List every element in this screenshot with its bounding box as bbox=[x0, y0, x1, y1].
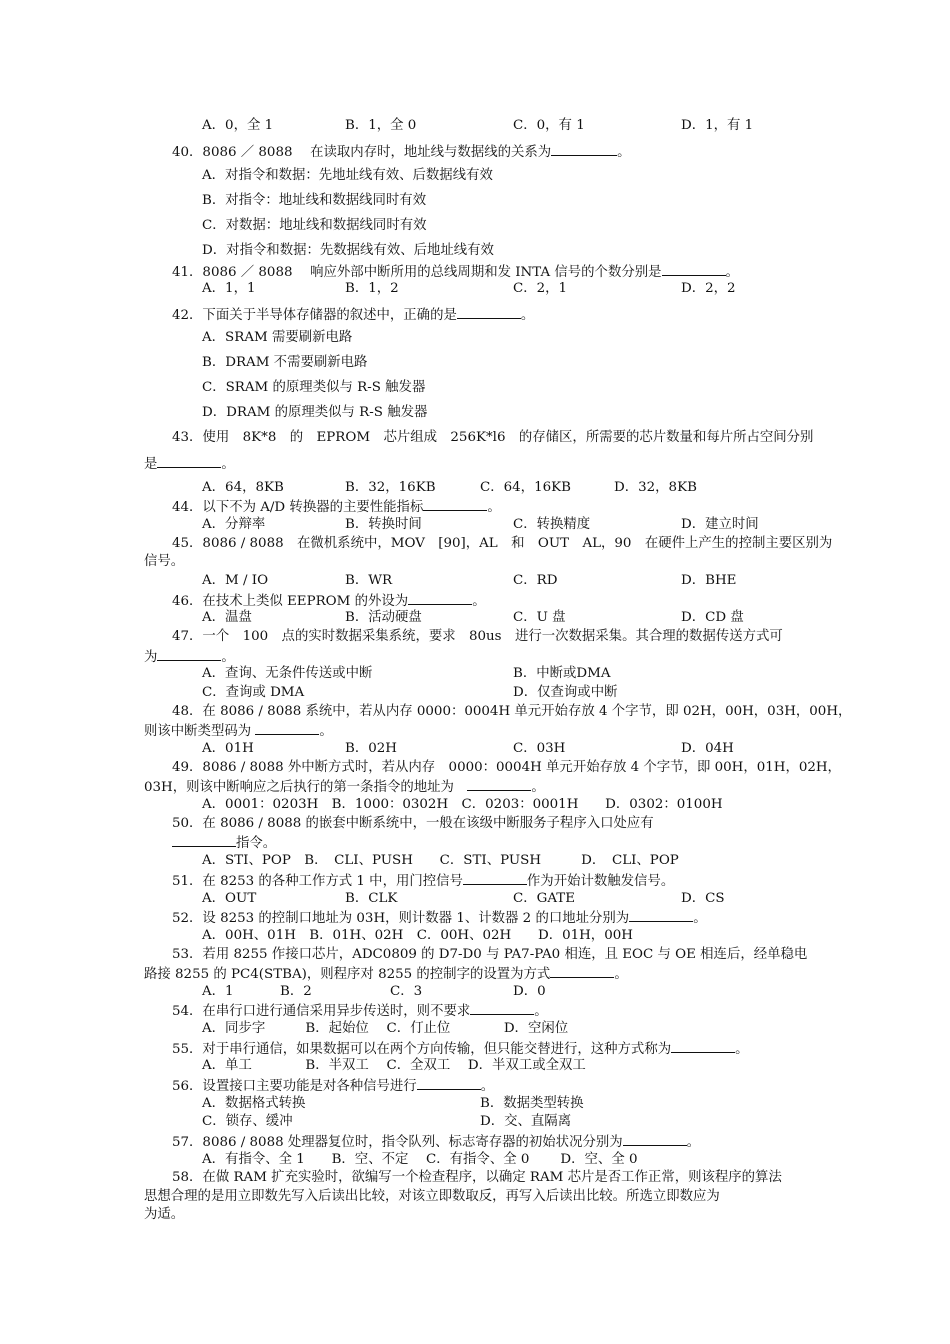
text-line bbox=[172, 872, 674, 890]
text-segment: C．U 盘 bbox=[513, 610, 566, 625]
text-segment: 思想合理的是用立即数先写入后读出比较，对该立即数取反，再写入后读出比较。所选立即数应为 bbox=[144, 1189, 720, 1204]
text-segment: C．3 bbox=[390, 984, 423, 999]
text-line bbox=[345, 891, 397, 907]
text-segment: 54．在串行口进行通信采用异步传送时，则不要求 bbox=[172, 1004, 471, 1019]
text-segment: C．03H bbox=[513, 741, 566, 756]
text-line bbox=[280, 984, 312, 1000]
text-segment: C．0，有 1 bbox=[513, 118, 585, 133]
text-line bbox=[144, 1207, 184, 1223]
answer-blank bbox=[551, 143, 617, 156]
text-line bbox=[172, 1002, 548, 1020]
text-line bbox=[172, 909, 707, 927]
text-line bbox=[172, 430, 813, 446]
text-segment: A．同步字 B．起始位 C．仃止位 D．空闲位 bbox=[202, 1021, 569, 1036]
text-line bbox=[390, 984, 422, 1000]
text-line bbox=[202, 355, 367, 371]
text-segment: 指令。 bbox=[236, 836, 277, 851]
text-segment: A．0，全 1 bbox=[202, 118, 274, 133]
text-line bbox=[513, 741, 565, 757]
text-line bbox=[681, 741, 734, 757]
text-line bbox=[172, 816, 654, 832]
text-line bbox=[513, 610, 566, 626]
text-segment: 则该中断类型码为 bbox=[144, 724, 256, 739]
text-line bbox=[202, 610, 252, 626]
text-segment: C．2，1 bbox=[513, 281, 568, 296]
text-line bbox=[202, 1152, 638, 1168]
text-segment: A．M / IO bbox=[202, 573, 269, 588]
answer-blank bbox=[662, 263, 726, 276]
answer-blank bbox=[417, 1077, 481, 1090]
text-line bbox=[681, 517, 759, 533]
text-line bbox=[513, 281, 567, 297]
text-segment: 路接 8255 的 PC4(STBA)，则程序对 8255 的控制字的设置为方式 bbox=[144, 967, 551, 982]
answer-blank bbox=[423, 498, 487, 511]
text-segment: A．1 bbox=[202, 984, 234, 999]
text-segment: 40．8086 ／ 8088 在读取内存时，地址线与数据线的关系为 bbox=[172, 145, 552, 160]
text-line bbox=[202, 891, 256, 907]
text-line bbox=[172, 1040, 749, 1058]
answer-blank bbox=[457, 306, 521, 319]
text-segment: C．64，16KB bbox=[480, 480, 571, 495]
text-segment: 53．若用 8255 作接口芯片，ADC0809 的 D7-D0 与 PA7-PA0 相连，且 EOC 与 OE 相连后，经单稳电 bbox=[172, 947, 808, 962]
text-line bbox=[144, 1189, 720, 1205]
text-segment: D．交、直隔离 bbox=[480, 1114, 572, 1129]
text-segment: 。 bbox=[480, 1079, 495, 1094]
text-segment: 。 bbox=[686, 1135, 701, 1150]
text-segment: A．查询、无条件传送或中断 bbox=[202, 666, 373, 681]
text-segment: 58．在做 RAM 扩充实验时，欲编写一个检查程序，以确定 RAM 芯片是否工作正常，则该程序的算法 bbox=[172, 1170, 782, 1185]
text-line bbox=[202, 517, 265, 533]
text-segment: B．CLK bbox=[345, 891, 398, 906]
text-segment: C．查询或 DMA bbox=[202, 685, 305, 700]
text-line bbox=[172, 1133, 700, 1151]
answer-blank bbox=[623, 1133, 687, 1146]
text-segment: 是 bbox=[144, 457, 158, 472]
text-line bbox=[202, 666, 372, 682]
text-line bbox=[614, 480, 697, 496]
text-segment: 50．在 8086 / 8088 的嵌套中断系统中，一般在该级中断服务子程序入口处应有 bbox=[172, 816, 654, 831]
text-segment: B．1，2 bbox=[345, 281, 399, 296]
text-segment: 。 bbox=[472, 594, 486, 609]
text-segment: 。 bbox=[735, 1042, 749, 1057]
text-segment: 56．设置接口主要功能是对各种信号进行 bbox=[172, 1079, 417, 1094]
text-line bbox=[480, 1096, 584, 1112]
text-segment: B．2 bbox=[280, 984, 312, 999]
text-segment: B．中断或DMA bbox=[513, 666, 611, 681]
text-line bbox=[513, 118, 585, 134]
text-segment: A．00H、01H B．01H、02H C．00H、02H D．01H，00H bbox=[202, 928, 633, 943]
text-line bbox=[202, 243, 494, 259]
text-segment: A．OUT bbox=[202, 891, 257, 906]
text-segment: D．32，8KB bbox=[614, 480, 697, 495]
text-segment: B．DRAM 不需要刷新电路 bbox=[202, 355, 368, 370]
text-segment: 作为开始计数触发信号。 bbox=[526, 874, 675, 889]
text-line bbox=[345, 610, 422, 626]
text-line bbox=[480, 1114, 571, 1130]
text-segment: B．转换时间 bbox=[345, 517, 422, 532]
answer-blank bbox=[629, 909, 693, 922]
text-segment: 。 bbox=[617, 145, 631, 160]
text-line bbox=[144, 778, 545, 796]
text-segment: A．1，1 bbox=[202, 281, 256, 296]
text-line bbox=[202, 853, 679, 869]
text-line bbox=[202, 281, 256, 297]
text-segment: A．STI、POP B． CLI、PUSH C．STI、PUSH D． CLI、POP bbox=[202, 853, 679, 868]
text-line bbox=[172, 629, 783, 645]
text-segment: 49．8086 / 8088 外中断方式时，若从内存 0000：0004H 单元开始存放 4 个字节，即 00H，01H，02H， bbox=[172, 760, 841, 775]
text-line bbox=[345, 480, 436, 496]
text-segment: D．1，有 1 bbox=[681, 118, 754, 133]
text-segment: C．SRAM 的原理类似与 R-S 触发器 bbox=[202, 380, 426, 395]
text-line bbox=[513, 517, 590, 533]
text-segment: 。 bbox=[520, 308, 535, 323]
text-line bbox=[681, 891, 725, 907]
text-line bbox=[513, 685, 617, 701]
text-segment: C．锁存、缓冲 bbox=[202, 1114, 293, 1129]
text-segment: A．温盘 bbox=[202, 610, 252, 625]
text-segment: 46．在技术上类似 EEPROM 的外设为 bbox=[172, 594, 409, 609]
text-line bbox=[345, 281, 399, 297]
text-line bbox=[345, 741, 397, 757]
text-segment: A．分辩率 bbox=[202, 517, 266, 532]
text-segment: A．SRAM 需要刷新电路 bbox=[202, 330, 353, 345]
text-line bbox=[681, 573, 736, 589]
text-segment: A．数据格式转换 bbox=[202, 1096, 306, 1111]
text-line bbox=[172, 143, 631, 161]
text-segment: C．对数据：地址线和数据线同时有效 bbox=[202, 218, 427, 233]
text-line bbox=[202, 741, 254, 757]
text-segment: D．建立时间 bbox=[681, 517, 759, 532]
text-segment: C．RD bbox=[513, 573, 558, 588]
text-segment: 57．8086 / 8088 处理器复位时，指令队列、标志寄存器的初始状况分别为 bbox=[172, 1135, 623, 1150]
text-line bbox=[202, 193, 426, 209]
answer-blank bbox=[467, 778, 531, 791]
text-segment: B．02H bbox=[345, 741, 397, 756]
text-segment: 55．对于串行通信，如果数据可以在两个方向传输，但只能交替进行，这种方式称为 bbox=[172, 1042, 672, 1057]
text-segment: 。 bbox=[614, 967, 628, 982]
text-segment: D．DRAM 的原理类似与 R-S 触发器 bbox=[202, 405, 428, 420]
answer-blank bbox=[671, 1040, 735, 1053]
answer-blank bbox=[470, 1002, 534, 1015]
text-segment: D．04H bbox=[681, 741, 734, 756]
text-line bbox=[513, 984, 546, 1000]
text-line bbox=[345, 118, 416, 134]
text-segment: 为 bbox=[144, 650, 158, 665]
text-segment: B．1，全 0 bbox=[345, 118, 417, 133]
text-line bbox=[172, 306, 534, 324]
text-segment: 。 bbox=[693, 911, 707, 926]
text-segment: D．CD 盘 bbox=[681, 610, 744, 625]
text-line bbox=[172, 947, 807, 963]
text-segment: 52．设 8253 的控制口地址为 03H，则计数器 1、计数器 2 的口地址分别为 bbox=[172, 911, 630, 926]
text-segment: D．2，2 bbox=[681, 281, 736, 296]
text-line bbox=[172, 704, 851, 720]
text-line bbox=[681, 118, 753, 134]
text-line bbox=[202, 984, 234, 1000]
text-line bbox=[202, 405, 427, 421]
text-segment: 41．8086 ／ 8088 响应外部中断所用的总线周期和发 INTA 信号的个数分别是 bbox=[172, 265, 662, 280]
text-line bbox=[480, 480, 571, 496]
text-line bbox=[202, 1096, 305, 1112]
answer-blank bbox=[157, 648, 221, 661]
text-line bbox=[202, 118, 273, 134]
text-line bbox=[202, 797, 723, 813]
text-segment: 。 bbox=[725, 265, 739, 280]
text-segment: 03H，则该中断响应之后执行的第一条指令的地址为 bbox=[144, 780, 468, 795]
text-segment: D．BHE bbox=[681, 573, 737, 588]
text-segment: 44．以下不为 A/D 转换器的主要性能指标 bbox=[172, 500, 424, 515]
text-line bbox=[172, 834, 276, 852]
text-segment: C．转换精度 bbox=[513, 517, 591, 532]
text-segment: 。 bbox=[534, 1004, 548, 1019]
text-segment: 48．在 8086 / 8088 系统中，若从内存 0000：0004H 单元开始存放 4 个字节，即 02H，00H，03H，00H， bbox=[172, 704, 852, 719]
text-segment: D．CS bbox=[681, 891, 725, 906]
answer-blank bbox=[408, 592, 472, 605]
text-segment: 为适。 bbox=[144, 1207, 185, 1222]
text-line bbox=[144, 648, 235, 666]
text-line bbox=[202, 1021, 568, 1037]
text-segment: A．0001：0203H B．1000：0302H C．0203：0001H D．0302：0100H bbox=[202, 797, 723, 812]
text-line bbox=[202, 1114, 293, 1130]
text-segment: 。 bbox=[487, 500, 501, 515]
text-segment: D．仅查询或中断 bbox=[513, 685, 618, 700]
text-line bbox=[202, 573, 268, 589]
text-line bbox=[172, 760, 841, 776]
text-line bbox=[172, 1170, 782, 1186]
text-segment: B．活动硬盘 bbox=[345, 610, 422, 625]
text-line bbox=[513, 891, 575, 907]
text-segment: A．有指令、全 1 B．空、不定 C．有指令、全 0 D．空、全 0 bbox=[202, 1152, 638, 1167]
text-line bbox=[202, 218, 427, 234]
text-line bbox=[202, 685, 304, 701]
text-segment: B．32，16KB bbox=[345, 480, 436, 495]
text-segment: C．GATE bbox=[513, 891, 575, 906]
text-line bbox=[144, 554, 184, 570]
text-segment: 51．在 8253 的各种工作方式 1 中，用门控信号 bbox=[172, 874, 463, 889]
text-segment: A．64，8KB bbox=[202, 480, 284, 495]
answer-blank bbox=[172, 834, 236, 847]
text-segment: 。 bbox=[531, 780, 545, 795]
answer-blank bbox=[157, 455, 221, 468]
text-line bbox=[345, 517, 422, 533]
text-line bbox=[202, 168, 493, 184]
text-line bbox=[172, 498, 501, 516]
text-segment: A．01H bbox=[202, 741, 254, 756]
text-segment: D．对指令和数据：先数据线有效、后地址线有效 bbox=[202, 243, 494, 258]
text-segment: B．WR bbox=[345, 573, 393, 588]
text-segment: 43．使用 8K*8 的 EPROM 芯片组成 256K*l6 的存储区，所需要的芯片数量和每片所占空间分别 bbox=[172, 430, 814, 445]
text-line bbox=[345, 573, 392, 589]
text-segment: 。 bbox=[221, 650, 235, 665]
text-line bbox=[172, 1077, 494, 1095]
text-line bbox=[681, 610, 744, 626]
text-segment: 。 bbox=[221, 457, 235, 472]
text-line bbox=[202, 1058, 586, 1074]
text-line bbox=[144, 455, 235, 473]
text-line bbox=[172, 263, 739, 281]
text-line bbox=[172, 592, 486, 610]
text-segment: D．0 bbox=[513, 984, 546, 999]
text-line bbox=[202, 380, 425, 396]
answer-blank bbox=[255, 722, 319, 735]
text-line bbox=[513, 573, 557, 589]
text-segment: B．对指令：地址线和数据线同时有效 bbox=[202, 193, 427, 208]
text-segment: 47．一个 100 点的实时数据采集系统，要求 80us 进行一次数据采集。其合理的数据传送方式可 bbox=[172, 629, 783, 644]
text-segment: 信号。 bbox=[144, 554, 185, 569]
text-segment: 45．8086 / 8088 在微机系统中，MOV [90]，AL 和 OUT AL，90 在硬件上产生的控制主要区别为 bbox=[172, 536, 833, 551]
text-segment: 42．下面关于半导体存储器的叙述中，正确的是 bbox=[172, 308, 457, 323]
text-line bbox=[202, 480, 284, 496]
text-line bbox=[144, 722, 333, 740]
text-line bbox=[172, 536, 832, 552]
answer-blank bbox=[550, 965, 614, 978]
text-segment: A．单工 B．半双工 C．全双工 D．半双工或全双工 bbox=[202, 1058, 586, 1073]
answer-blank bbox=[463, 872, 527, 885]
text-line bbox=[202, 928, 633, 944]
text-line bbox=[202, 330, 352, 346]
text-segment: 。 bbox=[319, 724, 333, 739]
text-segment: A．对指令和数据：先地址线有效、后数据线有效 bbox=[202, 168, 493, 183]
text-line bbox=[681, 281, 736, 297]
text-line bbox=[144, 965, 628, 983]
text-segment: B．数据类型转换 bbox=[480, 1096, 584, 1111]
text-line bbox=[513, 666, 611, 682]
